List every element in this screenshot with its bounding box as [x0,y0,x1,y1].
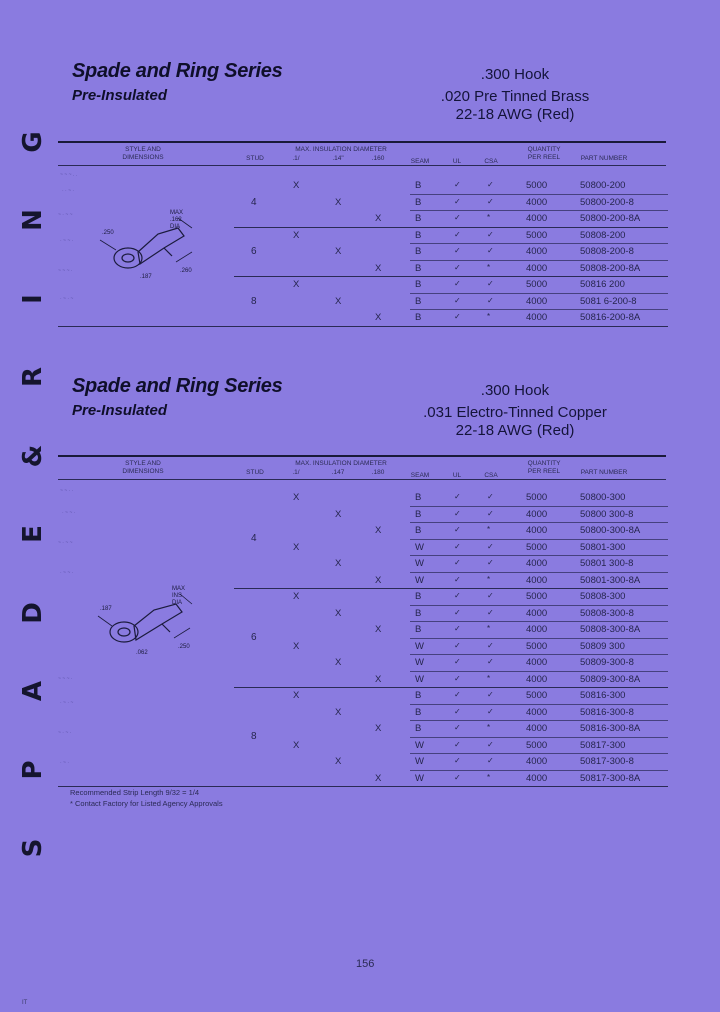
part-number-value: 50808-300-8 [580,607,634,619]
seam-value: W [415,772,424,784]
max-dia-mark: X [335,706,342,718]
header-dia-2: .147 [331,469,345,476]
max-dia-mark: X [375,312,382,323]
seam-value: B [415,213,422,224]
side-tab-letter: D [18,601,48,624]
csa-value: ✓ [487,508,494,518]
part-number-value: 50817-300-8 [580,756,634,767]
header-style-dimensions: STYLE AND DIMENSIONS [122,146,164,161]
seam-value: B [415,690,422,701]
stud-size: 4 [251,196,257,208]
header-csa: CSA [484,472,498,479]
quantity-value: 4000 [526,574,548,586]
csa-value: ✓ [487,541,494,551]
ul-value: ✓ [454,640,461,650]
max-dia-mark: X [375,525,382,536]
header-dia-1: .1/ [292,469,300,476]
seam-value: B [415,591,422,602]
quantity-value: 4000 [526,624,548,635]
diagram-label-ins: INS [172,593,183,599]
quantity-value: 4000 [526,706,548,718]
side-tab-letter: & [18,444,48,467]
header-dia-3: .180 [371,469,385,476]
max-dia-mark: X [335,558,342,569]
max-dia-mark: X [335,508,342,520]
part-number-value: 50809-300-8A [580,673,641,685]
part-number-value: 50808-200-8 [580,246,634,257]
stud-group-rule [234,276,668,277]
part-number-value: 50800-300 [580,492,626,503]
seam-value: W [415,541,424,553]
ul-value: ✓ [454,574,461,584]
max-dia-mark: X [293,591,300,602]
part-number-value: 5081 6-200-8 [580,295,637,307]
side-tab-letter: G [18,130,48,153]
ul-value: ✓ [454,246,461,255]
diagram-label-a: .250 [102,230,114,236]
header-quantity: QUANTITY PER REEL [527,146,561,161]
csa-value: ✓ [487,690,494,699]
header-part-number: PART NUMBER [580,469,628,476]
row-rule [410,539,668,540]
csa-value: * [487,213,491,222]
table-bottom-rule [58,326,668,327]
seam-value: W [415,657,424,668]
csa-value: * [487,624,491,633]
seam-value: W [415,756,424,767]
seam-value: W [415,673,424,685]
side-tab-letter: P [18,759,48,780]
table-top-rule [58,455,666,457]
max-dia-mark: X [293,180,300,191]
quantity-value: 4000 [526,558,548,569]
ul-value: ✓ [454,673,461,683]
csa-value: * [487,262,491,272]
max-dia-mark: X [375,624,382,635]
side-tab-letter: N [18,209,48,231]
ul-value: ✓ [454,657,461,666]
quantity-value: 4000 [526,246,548,257]
stud-size: 8 [251,295,257,307]
part-number-value: 50808-200 [580,229,626,241]
quantity-value: 5000 [526,591,548,602]
ul-value: ✓ [454,213,461,222]
csa-value: * [487,312,491,321]
max-dia-mark: X [293,229,300,241]
header-stud: STUD [246,469,264,476]
header-dia-2: .14" [332,155,344,162]
row-rule [410,605,668,606]
ul-value: ✓ [454,558,461,567]
row-rule [410,506,668,507]
row-rule [410,704,668,705]
csa-value: ✓ [487,279,494,288]
header-ul: UL [452,158,462,165]
csa-value: ✓ [487,607,494,617]
stud-group-rule [234,227,668,228]
max-dia-mark: X [293,279,300,290]
corner-mark: IT [22,1000,28,1006]
seam-value: B [415,723,422,734]
quantity-value: 5000 [526,739,548,751]
csa-value: * [487,673,491,683]
row-rule [410,210,668,211]
header-dia-1: .1/ [292,155,300,162]
header-max-insulation: MAX. INSULATION DIAMETER [295,146,387,153]
csa-value: ✓ [487,739,494,749]
max-dia-mark: X [293,541,300,553]
ul-value: ✓ [454,706,461,716]
header-stud: STUD [246,155,264,162]
diagram-label-max: MAX [172,586,186,592]
ul-value: ✓ [454,492,461,501]
diagram-label-b: .260 [180,268,192,274]
part-number-value: 50816 200 [580,279,625,290]
row-rule [410,753,668,754]
max-dia-mark: X [293,739,300,751]
page-number: 156 [356,958,375,970]
part-number-value: 50800-300-8A [580,525,641,536]
side-tab-letter: A [18,680,48,702]
quantity-value: 4000 [526,525,548,536]
quantity-value: 4000 [526,657,548,668]
stud-size: 6 [251,246,257,257]
row-rule [410,737,668,738]
header-dia-3: .160 [371,155,385,162]
ul-value: ✓ [454,262,461,272]
part-number-value: 50808-300 [580,591,626,602]
diagram-label-max: MAX [170,210,184,216]
part-number-value: 50809-300-8 [580,657,634,668]
part-number-value: 50809 300 [580,640,625,652]
ul-value: ✓ [454,739,461,749]
seam-value: B [415,607,422,619]
ul-value: ✓ [454,229,461,239]
side-tab-letter: S [18,838,48,858]
stud-size: 4 [251,533,257,545]
part-number-value: 50808-300-8A [580,624,641,635]
side-tab-letter: E [18,525,48,543]
ul-value: ✓ [454,312,461,321]
max-dia-mark: X [335,246,342,257]
seam-value: B [415,229,422,241]
max-dia-mark: X [335,295,342,307]
awg-spec: 22-18 AWG (Red) [455,422,575,439]
quantity-value: 5000 [526,690,548,701]
max-dia-mark: X [375,673,382,685]
part-number-value: 50801 300-8 [580,558,634,569]
seam-value: B [415,279,422,290]
part-number-value: 50808-200-8A [580,262,641,274]
max-dia-mark: X [375,574,382,586]
csa-value: ✓ [487,246,494,255]
seam-value: B [415,508,422,520]
quantity-value: 4000 [526,196,548,208]
material-spec: .031 Electro-Tinned Copper [423,404,607,421]
quantity-value: 4000 [526,262,548,274]
quantity-value: 4000 [526,607,548,619]
row-rule [410,720,668,721]
quantity-value: 4000 [526,508,548,520]
hook-spec: .300 Hook [480,66,550,83]
part-number-value: 50800-200-8A [580,213,641,224]
part-number-value: 50817-300-8A [580,772,641,784]
stud-size: 8 [251,731,257,743]
ul-value: ✓ [454,196,461,206]
awg-spec: 22-18 AWG (Red) [455,106,575,123]
row-rule [410,260,668,261]
header-seam: SEAM [410,472,430,479]
max-dia-mark: X [375,772,382,784]
csa-value: ✓ [487,229,494,239]
max-dia-mark: X [293,690,300,701]
seam-value: W [415,739,424,751]
ul-value: ✓ [454,756,461,765]
diagram-label-c: .062 [136,650,148,656]
diagram-label-ins: .162 [170,217,182,223]
csa-value: ✓ [487,295,494,305]
max-dia-mark: X [375,723,382,734]
diagram-label-c: .187 [140,274,152,280]
csa-value: ✓ [487,706,494,716]
seam-value: B [415,492,422,503]
quantity-value: 4000 [526,772,548,784]
part-number-value: 50800 300-8 [580,508,634,520]
quantity-value: 5000 [526,180,548,191]
hook-spec: .300 Hook [480,382,550,399]
quantity-value: 4000 [526,295,548,307]
side-tab-letter: I [18,293,48,304]
seam-value: B [415,295,422,307]
header-ul: UL [452,472,462,479]
part-number-value: 50816-300 [580,690,626,701]
stud-group-rule [234,588,668,589]
side-tab-letter: R [18,366,48,388]
header-seam: SEAM [410,158,430,165]
quantity-value: 5000 [526,541,548,553]
ul-value: ✓ [454,723,461,732]
quantity-value: 4000 [526,312,548,323]
ul-value: ✓ [454,525,461,534]
header-csa: CSA [484,158,498,165]
quantity-value: 4000 [526,756,548,767]
max-dia-mark: X [293,492,300,503]
diagram-label-dia: DIA [172,600,183,606]
row-rule [410,572,668,573]
quantity-value: 4000 [526,673,548,685]
csa-value: ✓ [487,657,494,666]
table-top-rule [58,141,666,143]
max-dia-mark: X [375,262,382,274]
part-number-value: 50801-300-8A [580,574,641,586]
ring-terminal-diagram [80,200,210,280]
row-rule [410,621,668,622]
max-dia-mark: X [335,756,342,767]
header-part-number: PART NUMBER [580,155,628,162]
part-number-value: 50801-300 [580,541,626,553]
row-rule [410,770,668,771]
quantity-value: 5000 [526,279,548,290]
row-rule [410,194,668,195]
series-subtitle: Pre-Insulated [72,87,168,104]
csa-value: ✓ [487,640,494,650]
csa-value: * [487,525,491,534]
seam-value: W [415,640,424,652]
diagram-label-a: .187 [100,606,112,612]
ring-terminal-diagram [80,580,210,660]
seam-value: B [415,180,422,191]
seam-value: B [415,312,422,323]
part-number-value: 50817-300 [580,739,626,751]
seam-value: W [415,574,424,586]
csa-value: * [487,723,491,732]
header-max-insulation: MAX. INSULATION DIAMETER [295,460,387,467]
csa-value: ✓ [487,180,494,189]
diagram-label-dia: DIA [170,224,181,230]
part-number-value: 50816-200-8A [580,312,641,323]
table-header-rule [58,165,666,166]
csa-value: ✓ [487,591,494,600]
csa-value: ✓ [487,196,494,206]
part-number-value: 50800-200-8 [580,196,634,208]
row-rule [410,654,668,655]
quantity-value: 4000 [526,723,548,734]
footnote-strip-length: Recommended Strip Length 9/32 = 1/4 [70,788,200,797]
seam-value: B [415,525,422,536]
footnote-contact-factory: * Contact Factory for Listed Agency Approvals [70,799,223,808]
csa-value: ✓ [487,492,494,501]
csa-value: ✓ [487,558,494,567]
ul-value: ✓ [454,295,461,305]
max-dia-mark: X [335,657,342,668]
ul-value: ✓ [454,180,461,189]
series-subtitle: Pre-Insulated [72,402,168,419]
row-rule [410,555,668,556]
quantity-value: 5000 [526,229,548,241]
seam-value: B [415,262,422,274]
row-rule [410,671,668,672]
ul-value: ✓ [454,690,461,699]
series-title: Spade and Ring Series [72,375,283,397]
ul-value: ✓ [454,624,461,633]
part-number-value: 50800-200 [580,180,626,191]
csa-value: * [487,772,491,782]
table-header-rule [58,479,666,480]
stud-group-rule [234,687,668,688]
csa-value: ✓ [487,756,494,765]
row-rule [410,293,668,294]
stud-size: 6 [251,632,257,644]
csa-value: * [487,574,491,584]
part-number-value: 50816-300-8 [580,706,634,718]
ul-value: ✓ [454,541,461,551]
ul-value: ✓ [454,279,461,288]
seam-value: B [415,624,422,635]
ul-value: ✓ [454,591,461,600]
row-rule [410,638,668,639]
part-number-value: 50816-300-8A [580,723,641,734]
max-dia-mark: X [335,196,342,208]
series-title: Spade and Ring Series [72,60,283,82]
quantity-value: 4000 [526,213,548,224]
ul-value: ✓ [454,607,461,617]
row-rule [410,522,668,523]
header-quantity: QUANTITY PER REEL [527,460,561,475]
seam-value: W [415,558,424,569]
max-dia-mark: X [293,640,300,652]
header-style-dimensions: STYLE AND DIMENSIONS [122,460,164,475]
max-dia-mark: X [375,213,382,224]
seam-value: B [415,246,422,257]
max-dia-mark: X [335,607,342,619]
row-rule [410,243,668,244]
diagram-label-b: .250 [178,644,190,650]
ul-value: ✓ [454,772,461,782]
ul-value: ✓ [454,508,461,518]
seam-value: B [415,196,422,208]
row-rule [410,309,668,310]
quantity-value: 5000 [526,640,548,652]
table-bottom-rule [58,786,668,787]
quantity-value: 5000 [526,492,548,503]
seam-value: B [415,706,422,718]
material-spec: .020 Pre Tinned Brass [440,88,590,105]
